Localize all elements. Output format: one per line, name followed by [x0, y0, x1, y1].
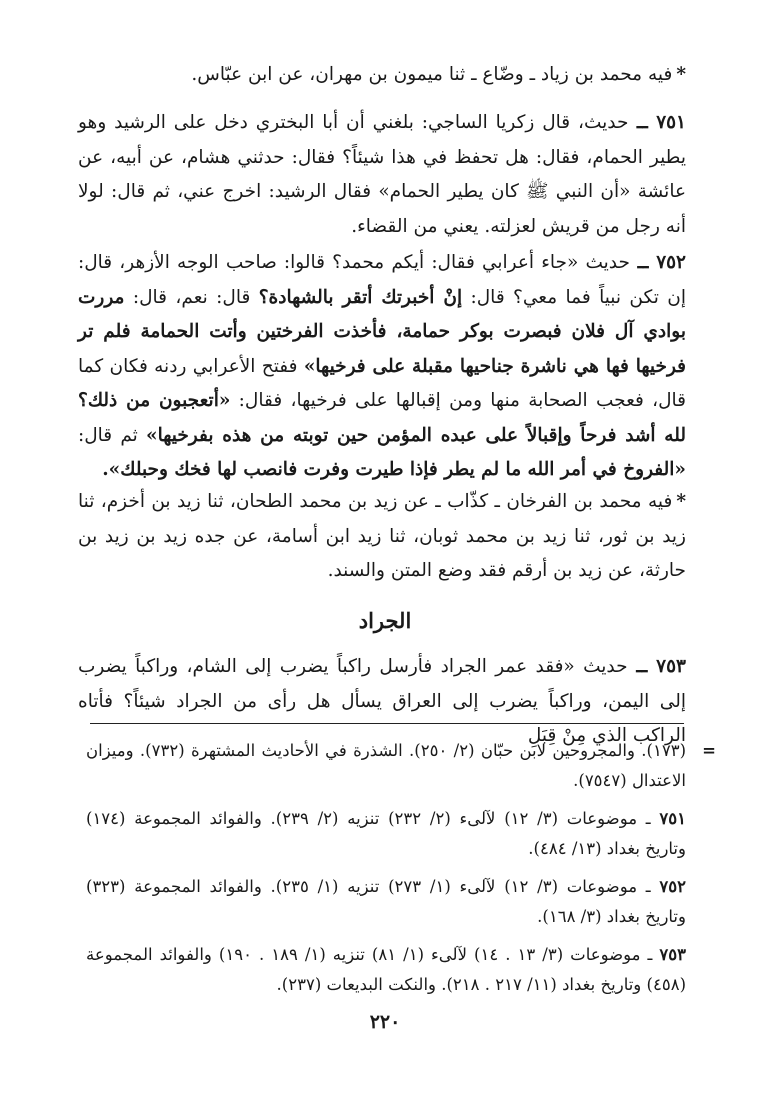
footnotes — [86, 736, 716, 1008]
hadith-bold-text: إنْ أخبرتك أتقر بالشهادة؟ — [258, 286, 463, 308]
intro-note — [78, 58, 686, 93]
hadith-number: ٧٥٢ — [656, 252, 686, 273]
hadith-752 — [78, 246, 686, 488]
hadith-dash: ــ — [628, 112, 657, 133]
footnote-753 — [86, 940, 686, 1000]
hadith-text-part: قال: نعم، قال: — [124, 286, 259, 308]
hadith-bold-text: مررت بوادي آل فلان فبصرت بوكر حمامة، فأخذت الفرختين وأتت الحمامة فلم تر فرخيها فها هي ناشرة جناحيها مقبلة على فرخيها» — [78, 286, 686, 377]
page-number: ٢٢٠ — [369, 1011, 401, 1033]
footnote-752 — [86, 872, 686, 932]
hadith-number: ٧٥١ — [656, 112, 686, 133]
star-marker: * — [676, 491, 686, 512]
section-heading: الجراد — [358, 608, 412, 633]
hadith-number: ٧٥٣ — [656, 656, 686, 677]
hadith-text: حديث، قال زكريا الساجي: بلغني أن أبا البختري دخل على الرشيد وهو يطير الحمام، فقال: هل تحفظ في هذا شيئاً؟ فقال: حدثني هشام، عن أبيه، عن عائشة «أن النبي ﷺ كان يطير الحمام» فقال الرشيد: اخرج عني، ثم قال: لولا أنه رجل من قريش لعزلته. يعني من القضاء. — [78, 112, 686, 237]
footnote-continuation — [86, 736, 716, 796]
hadith-text-part: ففتح الأعرابي ردنه فكان كما قال، فعجب الصحابة منها ومن إقبالها على فرخيها، فقال: — [78, 355, 687, 411]
intro-text: فيه محمد بن زياد ـ وضّاع ـ ثنا ميمون بن مهران، عن ابن عبّاس. — [191, 64, 673, 85]
footnote-text: (١٧٣). والمجروحين لابن حبّان (٢/ ٢٥٠). الشذرة في الأحاديث المشتهرة (٧٣٢). وميزان الاعتدال (٧٥٤٧). — [86, 741, 686, 790]
note-text: فيه محمد بن الفرخان ـ كذّاب ـ عن زيد بن محمد الطحان، ثنا زيد بن أخزم، ثنا زيد بن ثور، ثنا زيد بن محمد ثوبان، ثنا زيد ابن أسامة، عن جده زيد بن زيد بن حارثة، عن زيد بن أرقم فقد وضع المتن والسند. — [78, 491, 686, 581]
hadith-text-part: ثم قال: — [78, 424, 147, 446]
footnote-text: ـ موضوعات (٣/ ١٢) لآلىء (١/ ٢٧٣) تنزيه (١/ ٢٣٥). والفوائد المجموعة (٣٢٣) وتاريخ بغداد (٣/ ١٦٨). — [86, 877, 686, 926]
footnote-text: ـ موضوعات (٣/ ١٢) لآلىء (٢/ ٢٣٢) تنزيه (٢/ ٢٣٩). والفوائد المجموعة (١٧٤) وتاريخ بغداد (١٣/ ٤٨٤). — [86, 809, 686, 858]
hadith-text: حديث «فقد عمر الجراد فأرسل راكباً يضرب إلى الشام، وراكباً يضرب إلى اليمن، وراكباً يضرب إلى العراق يسأل هل رأى من الجراد شيئاً؟ فأتاه الراكب الذي مِنْ قِبَلِ — [78, 656, 686, 746]
hadith-bold-text: «الفروخ في أمر الله ما لم يطر فإذا طيرت وفرت فانصب لها فخك وحبلك». — [102, 459, 686, 480]
note-752 — [78, 485, 686, 589]
footnote-number: ٧٥١ — [659, 809, 686, 828]
hadith-dash: ــ — [627, 656, 657, 677]
hadith-dash: ــ — [629, 252, 657, 273]
footnote-divider — [90, 723, 684, 724]
hadith-bold-text: «أتعجبون من ذلك؟ لله أشد فرحاً وإقبالاً على عبده المؤمن حين توبته من هذه بفرخيها» — [78, 390, 686, 446]
hadith-text-part: حديث «جاء أعرابي فقال: أيكم محمد؟ قالوا: صاحب الوجه الأزهر، قال: إن تكن نبياً فما معي؟ قال: — [78, 252, 686, 308]
star-marker: * — [676, 64, 686, 85]
footnote-751 — [86, 804, 686, 864]
footnote-number: ٧٥٣ — [659, 945, 686, 964]
footnote-text: ـ موضوعات (٣/ ١٣ . ١٤) لآلىء (١/ ٨١) تنزيه (١/ ١٨٩ . ١٩٠) والفوائد المجموعة (٤٥٨) وتاريخ بغداد (١١/ ٢١٧ . ٢١٨). والنكت البديعات (٢٣٧). — [86, 945, 686, 994]
footnote-number: ٧٥٢ — [659, 877, 686, 896]
hadith-751 — [78, 106, 686, 244]
continuation-marker: = — [702, 741, 716, 760]
